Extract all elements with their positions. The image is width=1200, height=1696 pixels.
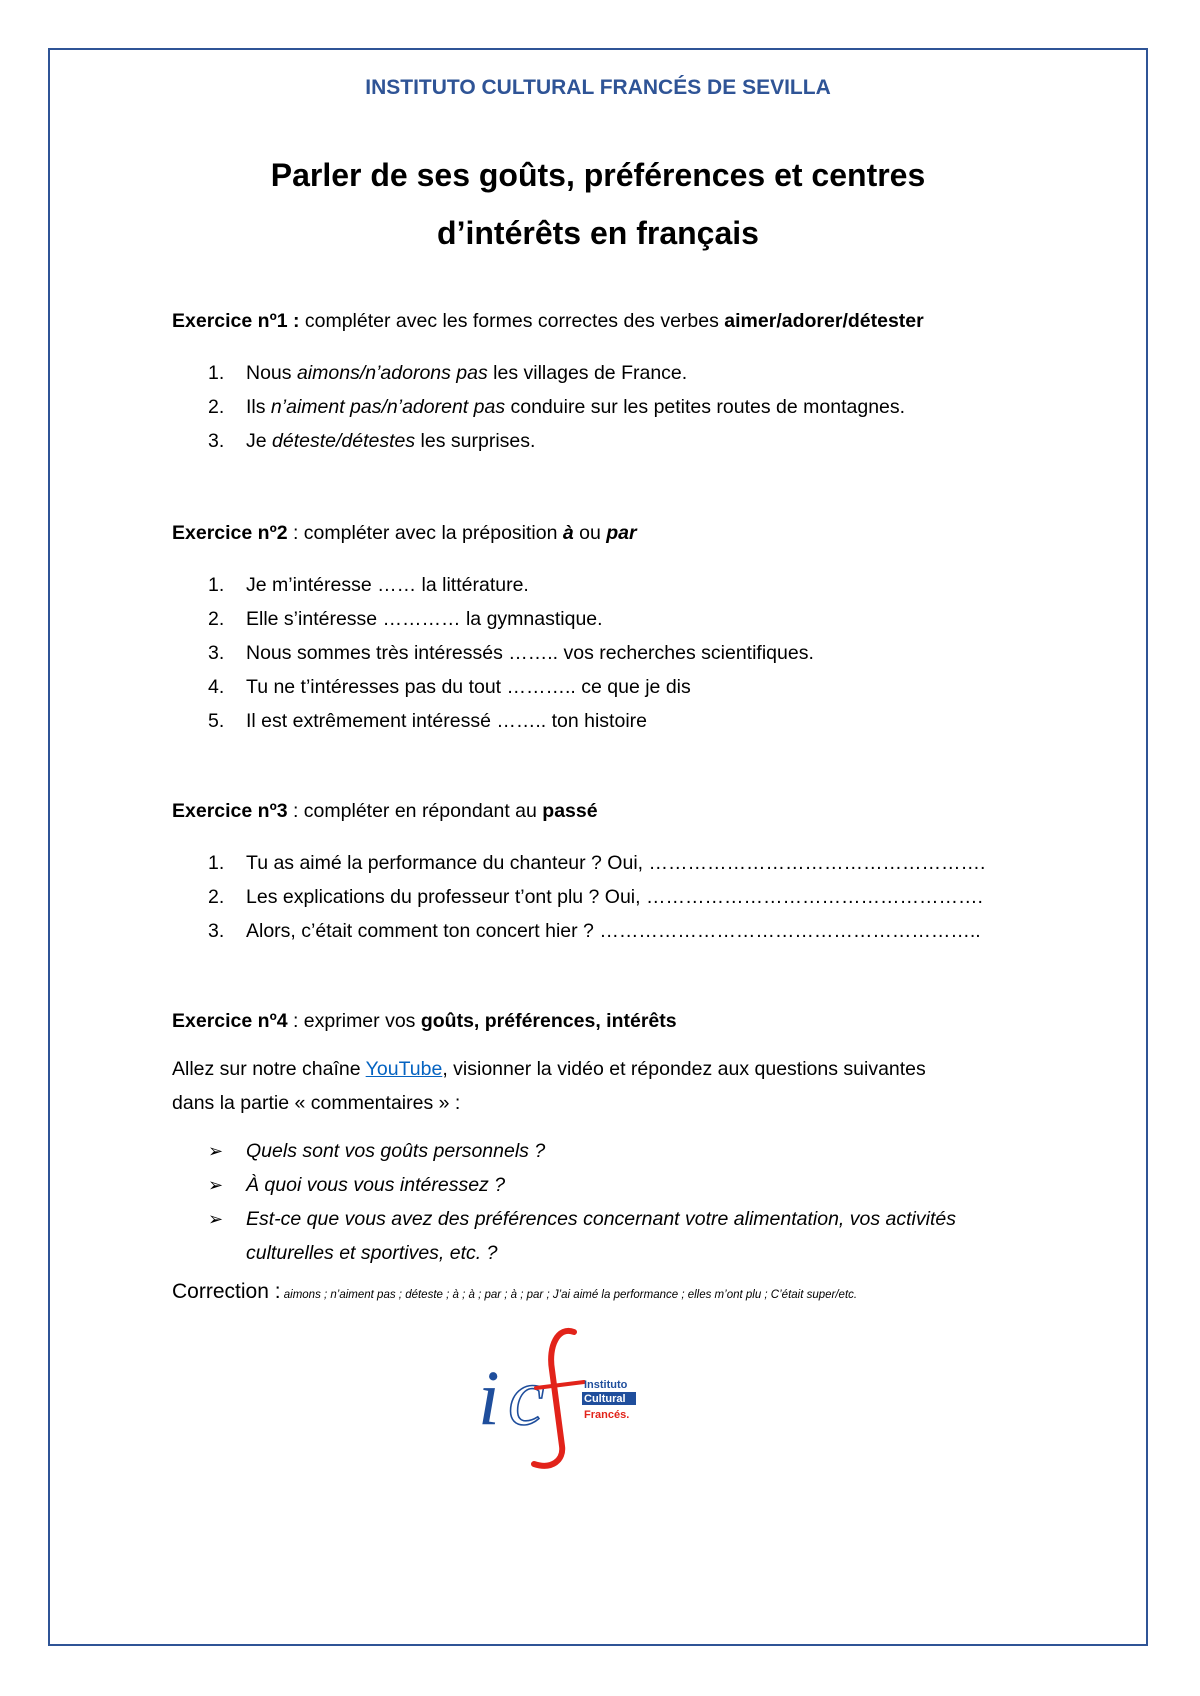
icf-logo-icon: [478, 1326, 648, 1472]
logo-text-1: Instituto: [584, 1379, 628, 1391]
list-item: 3. Je déteste/détestes les surprises.: [208, 430, 536, 452]
arrow-bullet-icon: ➢: [208, 1209, 224, 1229]
correction-answers: aimons ; n’aiment pas ; déteste ; à ; à ; par ; à ; par ; J’ai aimé la performance ; elles m’ont plu ; C’était super/etc.: [280, 1289, 858, 1301]
list-item: 1. Je m’intéresse …… la littérature.: [208, 574, 529, 596]
exercise-2-heading: Exercice nº2 : compléter avec la préposition à ou par: [172, 522, 637, 544]
exercise-2: [172, 520, 1036, 738]
exercise-2-list: [172, 568, 1036, 738]
list-item: 5. Il est extrêmement intéressé …….. ton histoire: [208, 710, 647, 732]
exercise-1-heading: Exercice nº1 : compléter avec les formes correctes des verbes aimer/adorer/détester: [172, 310, 924, 332]
list-item: 2. Ils n’aiment pas/n’adorent pas conduire sur les petites routes de montagnes.: [208, 396, 906, 418]
list-item: 3. Alors, c’était comment ton concert hier ? …………………………………………………..: [208, 920, 981, 942]
exercise-1: [172, 308, 1036, 458]
exercise-4-heading: Exercice nº4 : exprimer vos goûts, préférences, intérêts: [172, 1010, 677, 1032]
exercise-3-list: [172, 846, 1036, 948]
exercise-3: [172, 798, 1036, 948]
exercise-4-instructions: Allez sur notre chaîne YouTube, visionner la vidéo et répondez aux questions suivantes dans la partie « commentaires » :: [172, 1058, 926, 1114]
list-item: 4. Tu ne t’intéresses pas du tout ……….. ce que je dis: [208, 676, 691, 698]
exercise-4-questions: [172, 1134, 1036, 1270]
logo-text-3: Francés.: [584, 1409, 630, 1421]
exercise-3-heading: Exercice nº3 : compléter en répondant au passé: [172, 800, 598, 822]
list-item: 2. Les explications du professeur t’ont plu ? Oui, …………………………………………….: [208, 886, 983, 908]
list-item: 1. Nous aimons/n’adorons pas les villages de France.: [208, 362, 688, 384]
list-item: 2. Elle s’intéresse ………… la gymnastique.: [208, 608, 603, 630]
logo-letter-c: c: [508, 1351, 545, 1442]
document-title: [50, 146, 1146, 262]
logo-text-2: Cultural: [584, 1393, 626, 1405]
list-item: ➢ À quoi vous vous intéressez ?: [172, 1168, 1036, 1202]
arrow-bullet-icon: ➢: [208, 1175, 224, 1195]
list-item: 3. Nous sommes très intéressés …….. vos recherches scientifiques.: [208, 642, 814, 664]
logo-letter-i: i: [478, 1354, 500, 1441]
youtube-link[interactable]: YouTube: [365, 1058, 443, 1080]
list-item: ➢ Est-ce que vous avez des préférences concernant votre alimentation, vos activités culturelles et sportives, etc. ?: [172, 1202, 1036, 1270]
institution-header: INSTITUTO CULTURAL FRANCÉS DE SEVILLA: [365, 76, 831, 99]
exercise-4: [172, 1008, 1036, 1270]
arrow-bullet-icon: ➢: [208, 1141, 224, 1161]
list-item: 1. Tu as aimé la performance du chanteur ? Oui, …………………………………………….: [208, 852, 986, 874]
list-item: ➢ Quels sont vos goûts personnels ?: [172, 1134, 1036, 1168]
title-line-1: Parler de ses goûts, préférences et centres: [270, 157, 926, 193]
exercise-1-list: [172, 356, 1036, 458]
correction-line: [172, 1280, 1066, 1304]
document-page: [48, 48, 1148, 1646]
correction-label: Correction :: [172, 1280, 281, 1303]
title-line-2: d’intérêts en français: [437, 215, 759, 251]
